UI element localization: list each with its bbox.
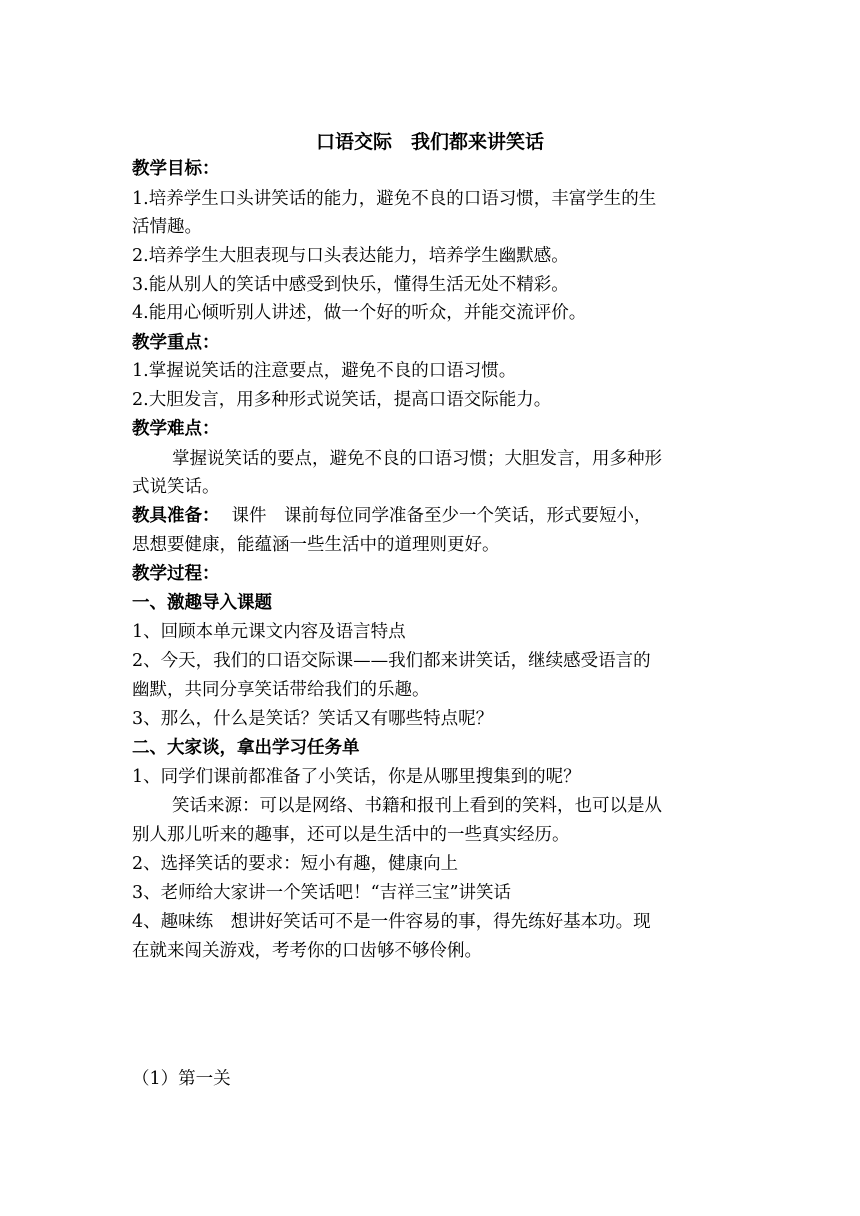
process-heading: 教学过程： (132, 564, 220, 584)
section-line: 4、趣味练 想讲好笑话可不是一件容易的事，得先练好基本功。现 (132, 912, 651, 932)
document-title: 口语交际 我们都来讲笑话 (315, 131, 544, 153)
section-line: 2、选择笑话的要求：短小有趣，健康向上 (132, 854, 459, 874)
section-line: 3、老师给大家讲一个笑话吧！“吉祥三宝”讲笑话 (132, 883, 512, 903)
key-points-heading: 教学重点： (132, 333, 220, 353)
key-point-line: 2.大胆发言，用多种形式说笑话，提高口语交际能力。 (132, 390, 552, 410)
section-line: 在就来闯关游戏，考考你的口齿够不够伶俐。 (132, 941, 482, 961)
objective-line: 2.培养学生大胆表现与口头表达能力，培养学生幽默感。 (132, 246, 569, 266)
difficulties-heading: 教学难点： (132, 419, 220, 439)
section-line: 2、今天，我们的口语交际课——我们都来讲笑话，继续感受语言的 (132, 651, 651, 671)
section-line: 幽默，共同分享笑话带给我们的乐趣。 (132, 680, 430, 700)
section-line: 1、同学们课前都准备了小笑话，你是从哪里搜集到的呢？ (132, 767, 581, 787)
objective-line: 4.能用心倾听别人讲述，做一个好的听众，并能交流评价。 (132, 303, 587, 323)
section-heading: 二、大家谈，拿出学习任务单 (132, 738, 360, 758)
section-heading: 一、激趣导入课题 (132, 593, 272, 613)
key-point-line: 1.掌握说笑话的注意要点，避免不良的口语习惯。 (132, 361, 517, 381)
section-line: 笑话来源：可以是网络、书籍和报刊上看到的笑料，也可以是从 (172, 796, 662, 816)
section-line: 别人那儿听来的趣事，还可以是生活中的一些真实经历。 (132, 825, 570, 845)
materials-text: 课件 课前每位同学准备至少一个笑话，形式要短小， (231, 506, 652, 526)
section-line: 1、回顾本单元课文内容及语言特点 (132, 622, 406, 642)
objective-line: 1.培养学生口头讲笑话的能力，避免不良的口语习惯，丰富学生的生 (132, 189, 657, 209)
materials-line (132, 503, 652, 529)
difficulty-line: 式说笑话。 (132, 477, 220, 497)
level-one-label: （1）第一关 (132, 1069, 231, 1089)
objective-line: 3.能从别人的笑话中感受到快乐，懂得生活无处不精彩。 (132, 275, 569, 295)
materials-line: 思想要健康，能蕴涵一些生活中的道理则更好。 (132, 535, 500, 555)
objective-line: 活情趣。 (132, 217, 202, 237)
objectives-heading: 教学目标： (132, 159, 220, 179)
materials-heading: 教具准备： (132, 506, 220, 526)
difficulty-line: 掌握说笑话的要点，避免不良的口语习惯；大胆发言，用多种形 (172, 449, 662, 469)
section-line: 3、那么，什么是笑话？笑话又有哪些特点呢？ (132, 709, 494, 729)
